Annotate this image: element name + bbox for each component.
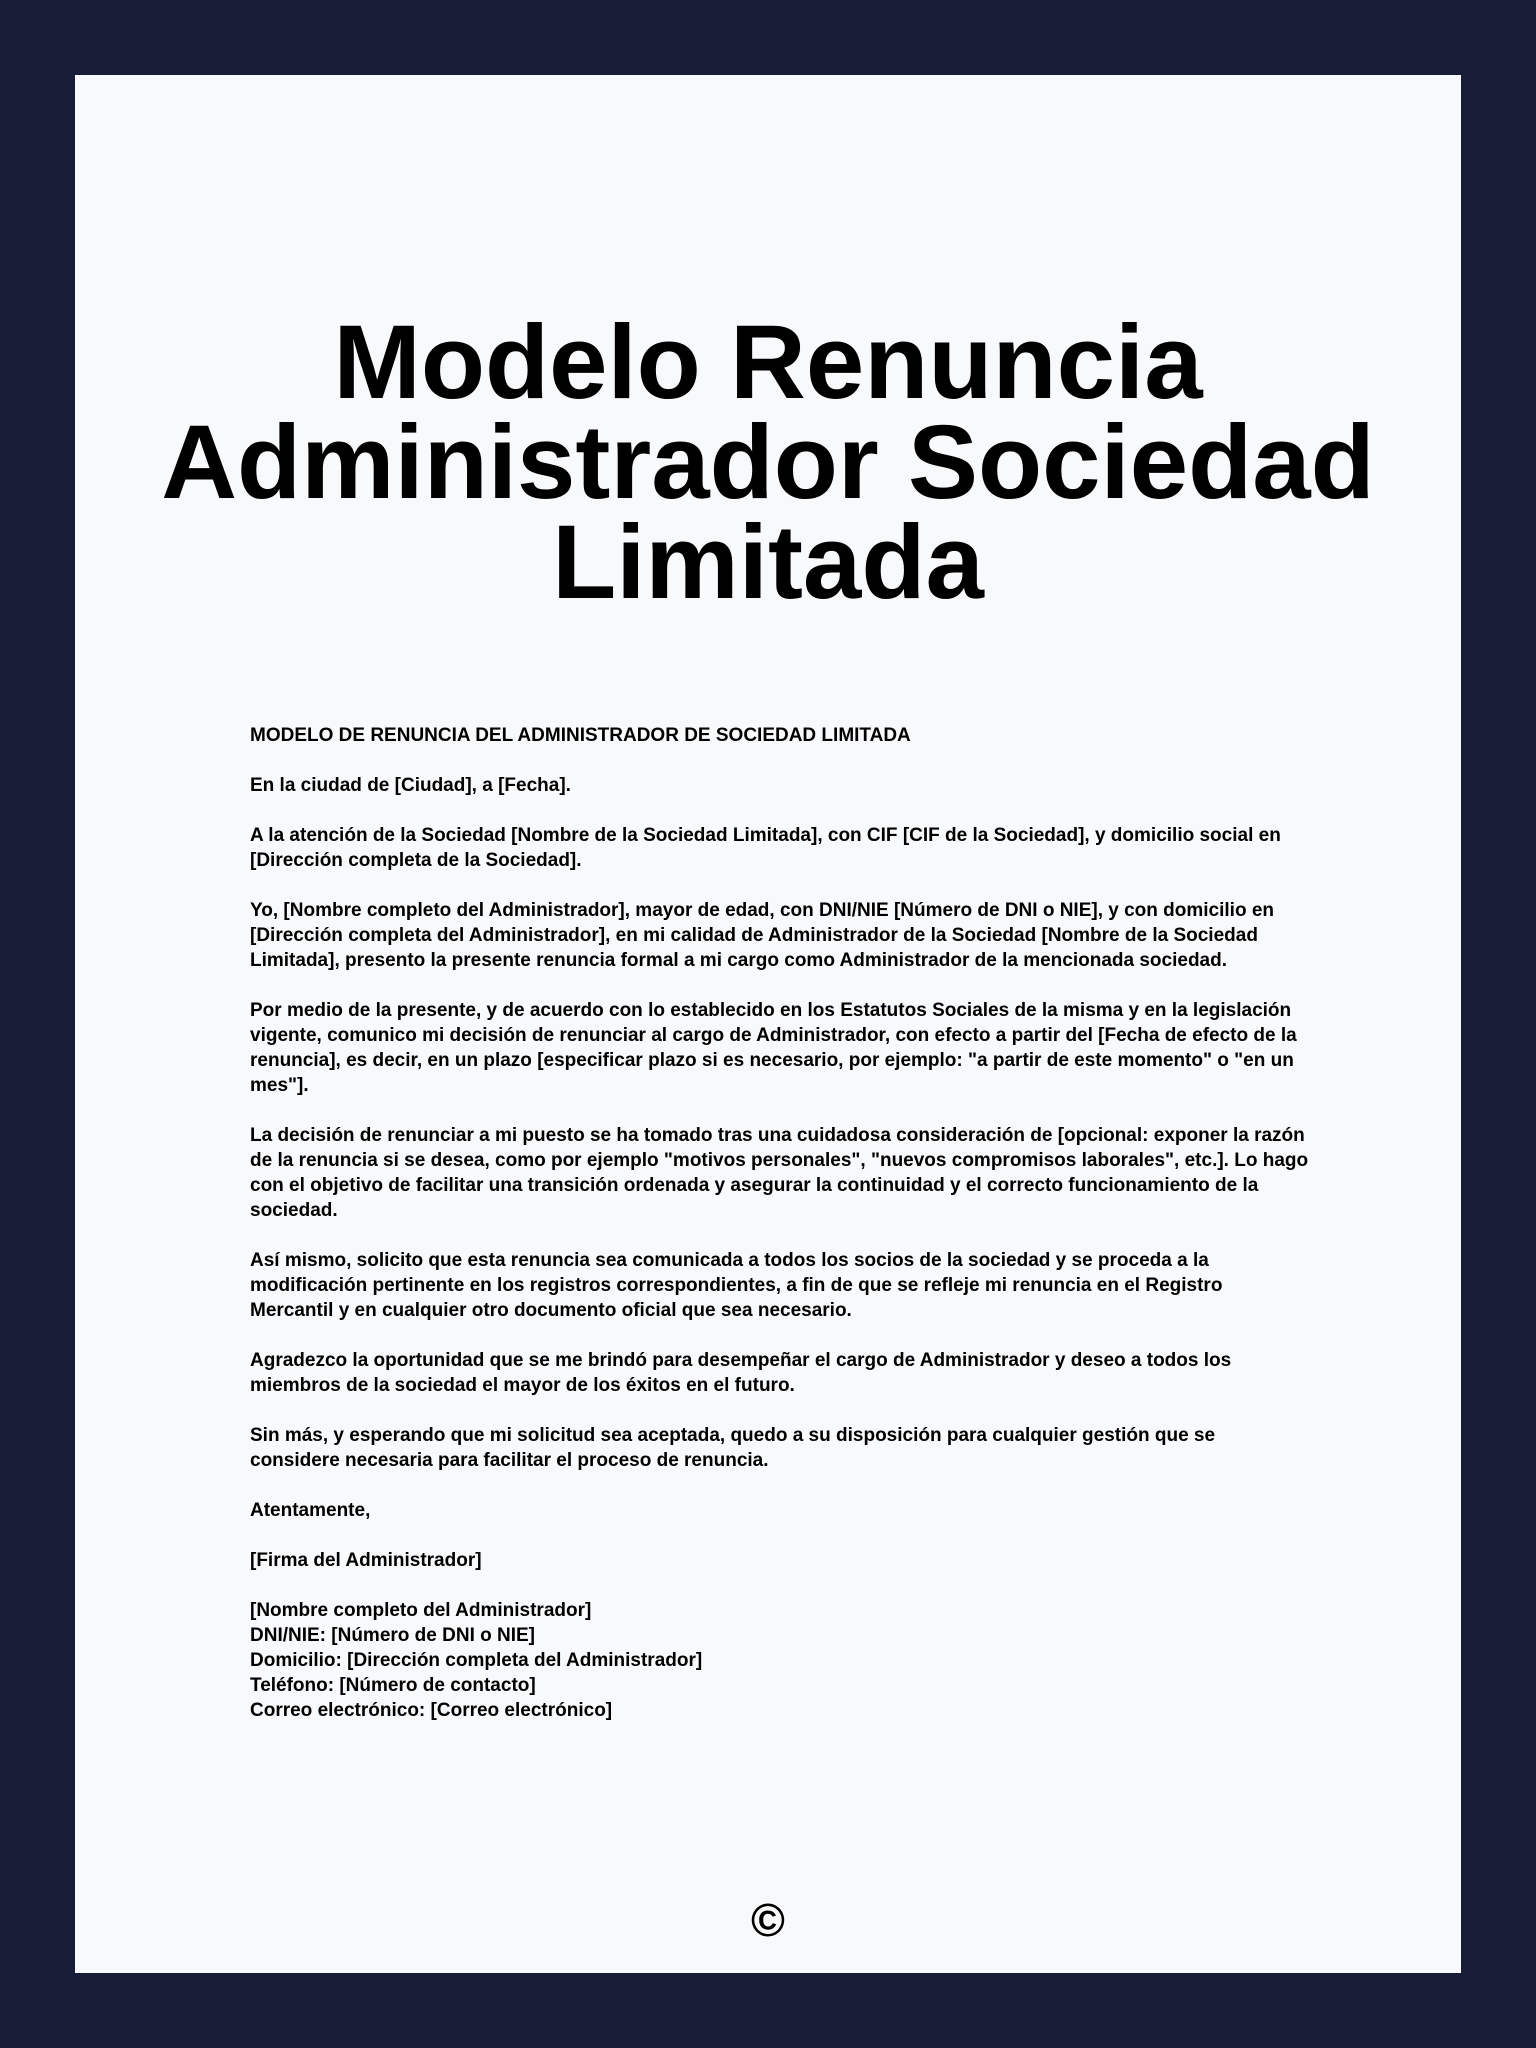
signer-phone: Teléfono: [Número de contacto] [250, 1675, 536, 1696]
letter-body [250, 723, 1310, 1748]
signer-name: [Nombre completo del Administrador] [250, 1600, 592, 1621]
signer-email: Correo electrónico: [Correo electrónico] [250, 1700, 613, 1721]
signer-address: Domicilio: [Dirección completa del Administrador] [250, 1650, 703, 1671]
reason-paragraph: La decisión de renunciar a mi puesto se ha tomado tras una cuidadosa consideración de [opcional: exponer la razón de la renuncia si se desea, como por ejemplo "motivos personales", "nuevos compromisos laborales", etc.]. Lo hago con el objetivo de facilitar una transición ordenada y asegurar la continuidad y el correcto funcionamiento de la sociedad. [250, 1125, 1309, 1221]
attention-line: A la atención de la Sociedad [Nombre de la Sociedad Limitada], con CIF [CIF de la Sociedad], y domicilio social en [Dirección completa de la Sociedad]. [250, 825, 1281, 871]
closing: Atentamente, [250, 1500, 371, 1521]
availability-paragraph: Sin más, y esperando que mi solicitud sea aceptada, quedo a su disposición para cualquier gestión que se considere necesaria para facilitar el proceso de renuncia. [250, 1425, 1216, 1471]
letter-heading: MODELO DE RENUNCIA DEL ADMINISTRADOR DE SOCIEDAD LIMITADA [250, 725, 911, 746]
thanks-paragraph: Agradezco la oportunidad que se me brindó para desempeñar el cargo de Administrador y deseo a todos los miembros de la sociedad el mayor de los éxitos en el futuro. [250, 1350, 1232, 1396]
document-page [75, 75, 1461, 1973]
place-date: En la ciudad de [Ciudad], a [Fecha]. [250, 775, 571, 796]
signer-id: DNI/NIE: [Número de DNI o NIE] [250, 1625, 536, 1646]
registry-paragraph: Así mismo, solicito que esta renuncia sea comunicada a todos los socios de la sociedad y se proceda a la modificación pertinente en los registros correspondientes, a fin de que se refleje mi renuncia en el Registro Mercantil y en cualquier otro documento oficial que sea necesario. [250, 1250, 1223, 1321]
intro-paragraph: Yo, [Nombre completo del Administrador], mayor de edad, con DNI/NIE [Número de DNI o NIE], y con domicilio en [Dirección completa del Administrador], en mi calidad de Administrador de la Sociedad [Nombre de la Sociedad Limitada], presento la presente renuncia formal a mi cargo como Administrador de la mencionada sociedad. [250, 900, 1275, 971]
document-title: Modelo Renuncia Administrador Sociedad Limitada [161, 304, 1375, 621]
signer-details [250, 1598, 1310, 1723]
resignation-paragraph: Por medio de la presente, y de acuerdo con lo establecido en los Estatutos Sociales de la misma y en la legislación vigente, comunico mi decisión de renunciar al cargo de Administrador, con efecto a partir del [Fecha de efecto de la renuncia], es decir, en un plazo [especificar plazo si es necesario, por ejemplo: "a partir de este momento" o "en un mes"]. [250, 1000, 1297, 1096]
signature-placeholder: [Firma del Administrador] [250, 1550, 482, 1571]
copyright-icon: © [751, 1894, 785, 1946]
